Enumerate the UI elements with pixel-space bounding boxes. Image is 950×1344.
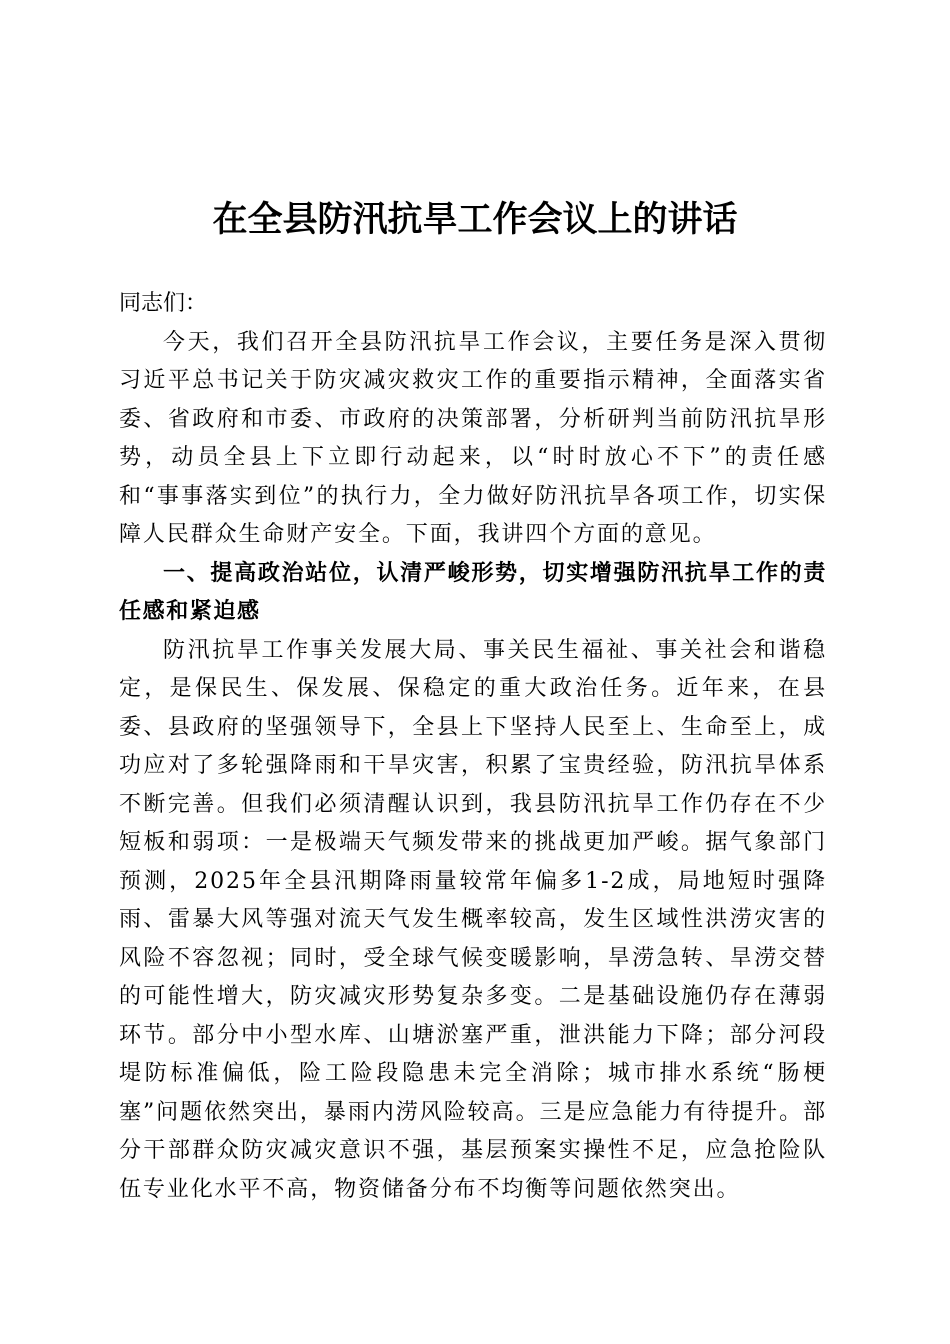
- intro-paragraph: 今天，我们召开全县防汛抗旱工作会议，主要任务是深入贯彻习近平总书记关于防灾减灾救灾工作的重要指示精神，全面落实省委、省政府和市委、市政府的决策部署，分析研判当前防汛抗旱形势，动员全县上下立即行动起来，以“时时放心不下”的责任感和“事事落实到位”的执行力，全力做好防汛抗旱各项工作，切实保障人民群众生命财产安全。下面，我讲四个方面的意见。: [119, 329, 827, 547]
- section-1-paragraph: 防汛抗旱工作事关发展大局、事关民生福祉、事关社会和谐稳定，是保民生、保发展、保稳定的重大政治任务。近年来，在县委、县政府的坚强领导下，全县上下坚持人民至上、生命至上，成功应对了多轮强降雨和干旱灾害，积累了宝贵经验，防汛抗旱体系不断完善。但我们必须清醒认识到，我县防汛抗旱工作仍存在不少短板和弱项：一是极端天气频发带来的挑战更加严峻。据气象部门预测，2025年全县汛期降雨量较常年偏多1-2成，局地短时强降雨、雷暴大风等强对流天气发生概率较高，发生区域性洪涝灾害的风险不容忽视；同时，受全球气候变暖影响，旱涝急转、旱涝交替的可能性增大，防灾减灾形势复杂多变。二是基础设施仍存在薄弱环节。部分中小型水库、山塘淤塞严重，泄洪能力下降；部分河段堤防标准偏低，险工险段隐患未完全消除；城市排水系统“肠梗塞”问题依然突出，暴雨内涝风险较高。三是应急能力有待提升。部分干部群众防灾减灾意识不强，基层预案实操性不足，应急抢险队伍专业化水平不高，物资储备分布不均衡等问题依然突出。: [119, 637, 827, 1202]
- salutation: 同志们：: [119, 291, 208, 316]
- section-heading-1: 一、提高政治站位，认清严峻形势，切实增强防汛抗旱工作的责任感和紧迫感: [119, 560, 827, 624]
- document-body: [119, 285, 827, 1209]
- document-title: 在全县防汛抗旱工作会议上的讲话: [212, 200, 738, 240]
